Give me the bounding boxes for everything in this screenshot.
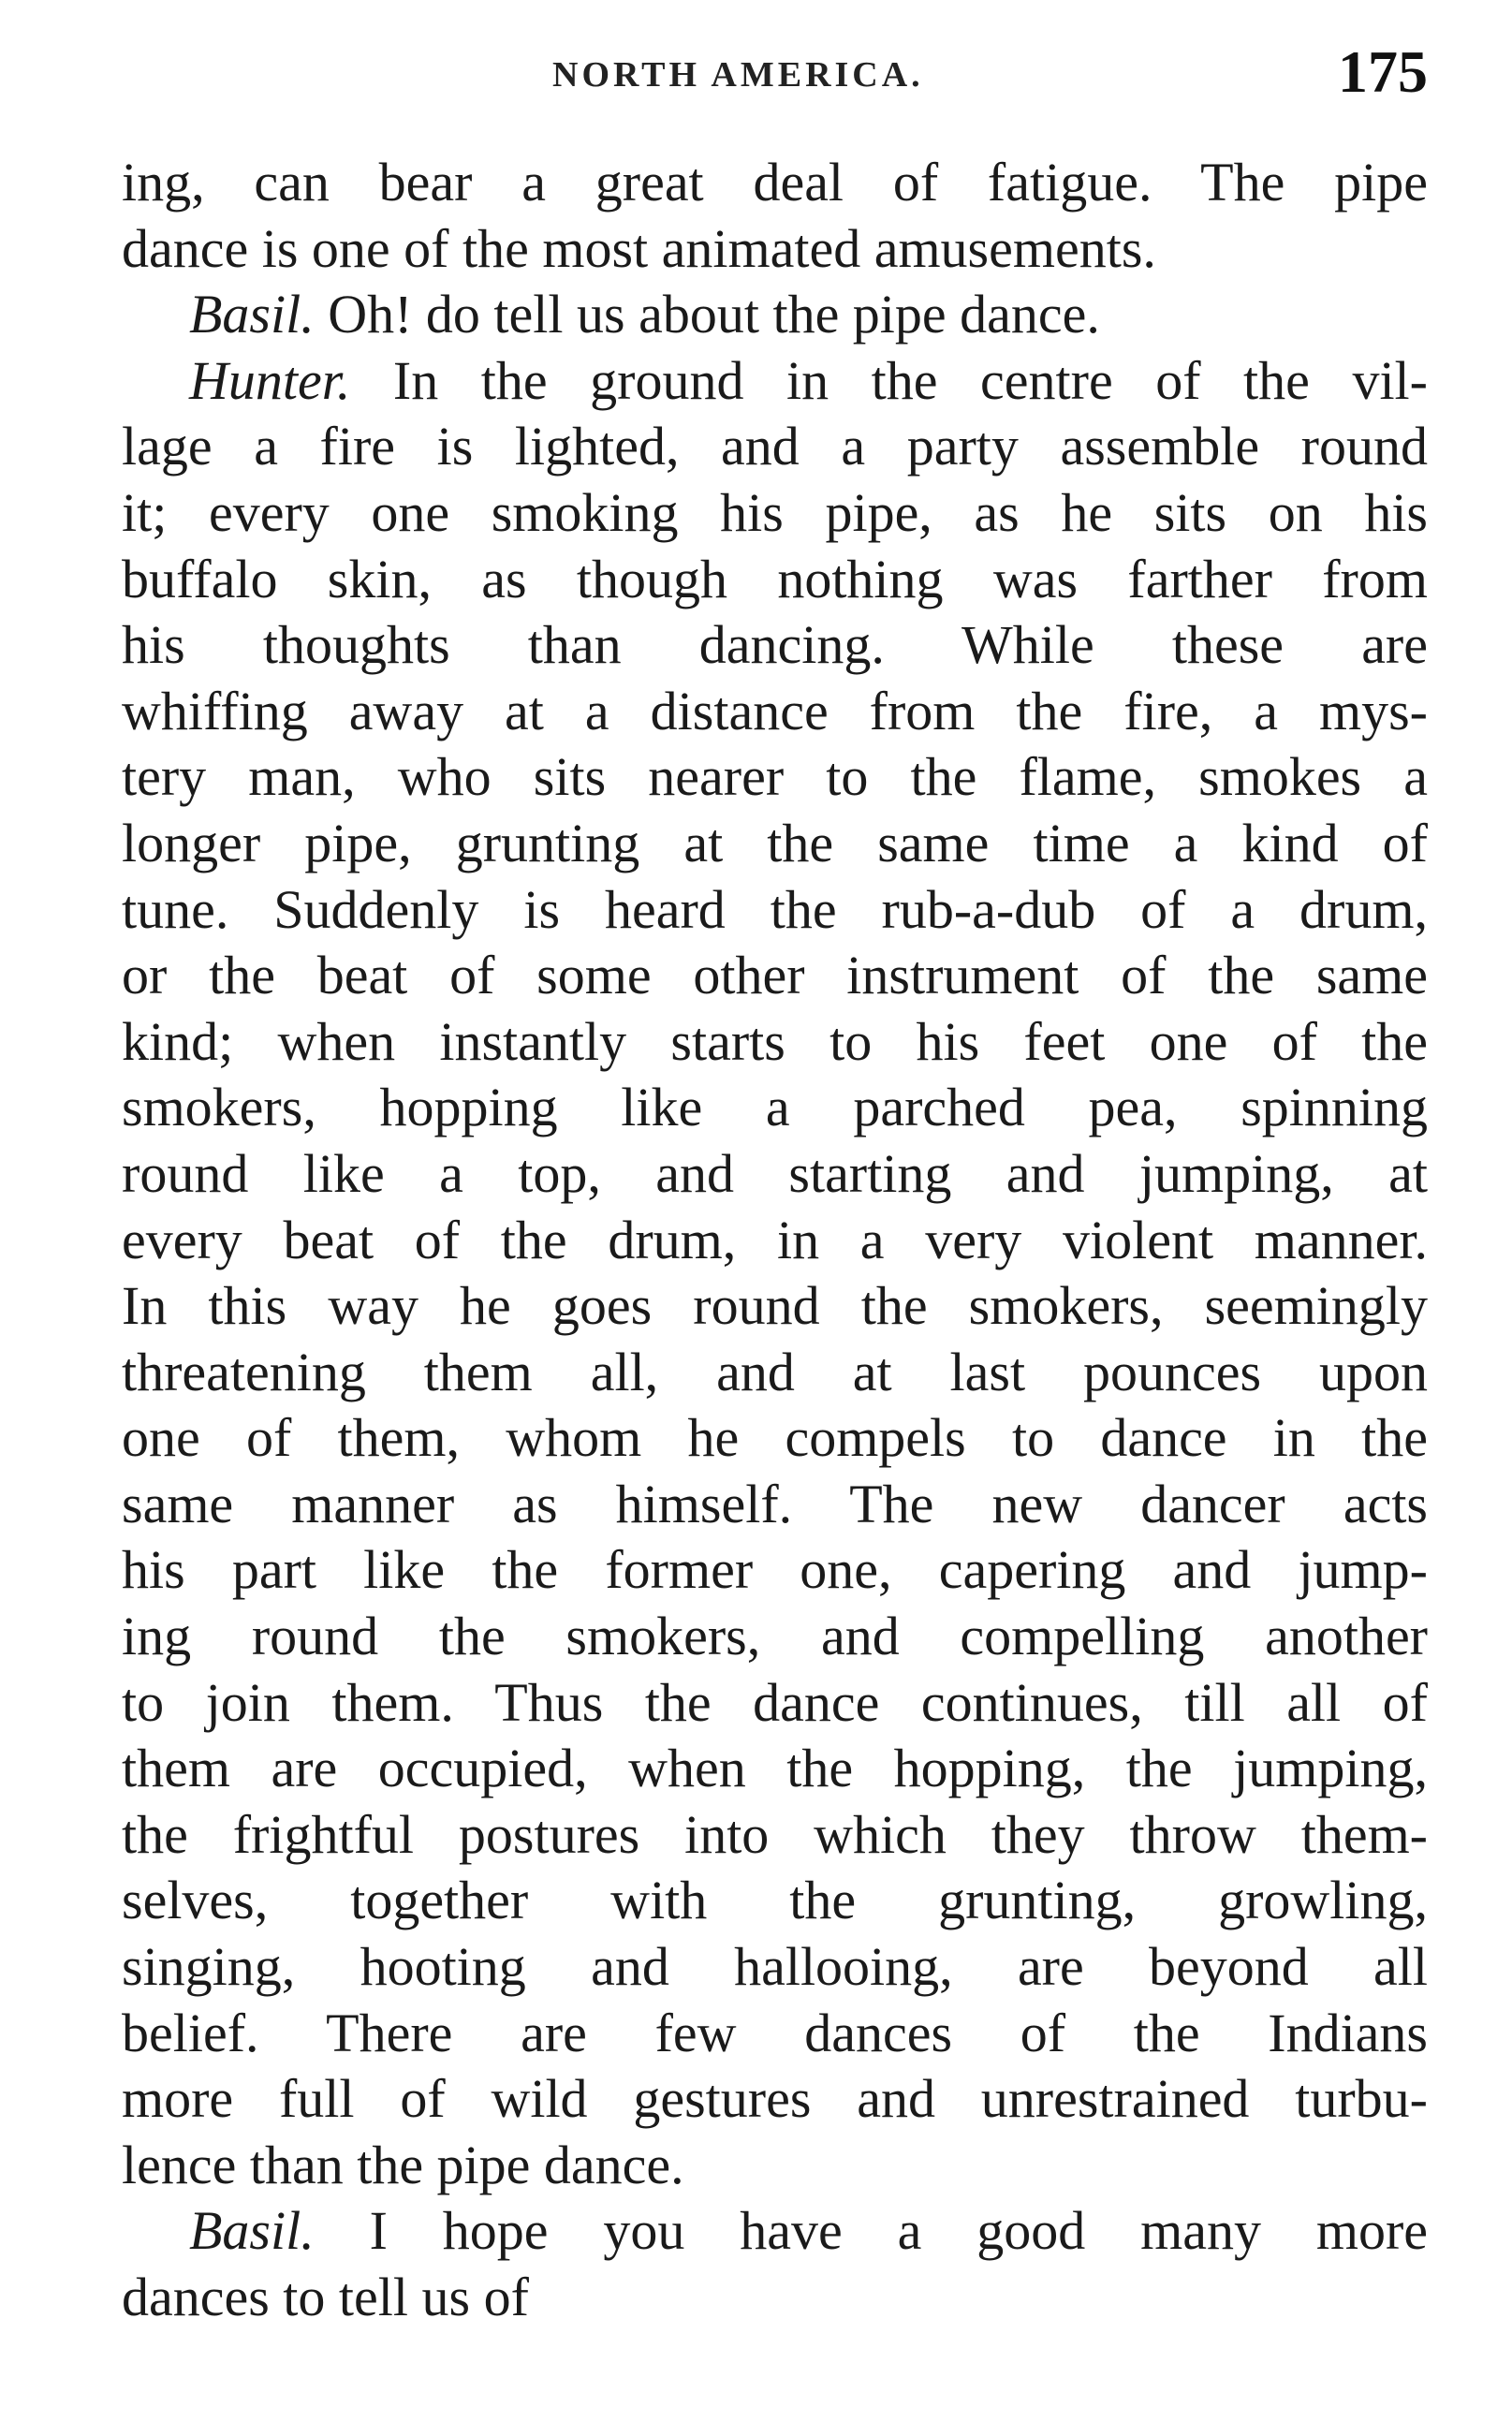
page-number: 175 [1338, 38, 1428, 105]
dialogue-line [122, 282, 1428, 348]
text-line: singing, hooting and hallooing, are beyond all [122, 1936, 1428, 1998]
text-line: tune. Suddenly is heard the rub-a-dub of a drum, [122, 878, 1428, 940]
text-line: longer pipe, grunting at the same time a kind of [122, 812, 1428, 873]
speaker-name: Hunter. [189, 349, 351, 411]
dialogue-text: Oh! do tell us about the pipe dance. [328, 284, 1100, 345]
text-line: lage a fire is lighted, and a party assemble round [122, 416, 1428, 477]
text-line: ing, can bear a great deal of fatigue. The pipe [122, 152, 1428, 213]
text-line: belief. There are few dances of the Indians [122, 2002, 1428, 2063]
text-line: more full of wild gestures and unrestrained turbu- [122, 2068, 1428, 2130]
text-line: his part like the former one, capering and jump- [122, 1539, 1428, 1601]
text-line: the frightful postures into which they throw them- [122, 1803, 1428, 1865]
text-line: dances to tell us of [122, 2267, 529, 2327]
running-title: NORTH AMERICA. [552, 55, 924, 95]
text-line: or the beat of some other instrument of the same [122, 945, 1428, 1006]
text-line: smokers, hopping like a parched pea, spinning [122, 1077, 1428, 1138]
text-line: one of them, whom he compels to dance in the [122, 1407, 1428, 1469]
text-line: same manner as himself. The new dancer acts [122, 1473, 1428, 1534]
body-text [122, 150, 1428, 2331]
text-line: his thoughts than dancing. While these are [122, 614, 1428, 676]
dialogue-line [122, 348, 1428, 415]
text-line: lence than the pipe dance. [122, 2134, 684, 2195]
text-line: selves, together with the grunting, growling, [122, 1870, 1428, 1931]
dialogue-text: In the ground in the centre of the vil- [392, 349, 1428, 411]
text-line: whiffing away at a distance from the fire, a mys- [122, 680, 1428, 741]
text-line: tery man, who sits nearer to the flame, smokes a [122, 746, 1428, 808]
text-line: it; every one smoking his pipe, as he sits on his [122, 481, 1428, 543]
speaker-name: Basil. [189, 2200, 315, 2262]
text-line: In this way he goes round the smokers, seemingly [122, 1275, 1428, 1337]
text-line: dance is one of the most animated amusements. [122, 217, 1156, 279]
text-line: them are occupied, when the hopping, the jumping, [122, 1738, 1428, 1799]
text-line: buffalo skin, as though nothing was farther from [122, 548, 1428, 609]
dialogue-line [122, 2198, 1428, 2265]
text-line: to join them. Thus the dance continues, till all of [122, 1671, 1428, 1733]
speaker-name: Basil. [189, 284, 315, 345]
text-line: threatening them all, and at last pounces upon [122, 1341, 1428, 1402]
text-line: every beat of the drum, in a very violent manner. [122, 1209, 1428, 1270]
text-line: kind; when instantly starts to his feet one of the [122, 1010, 1428, 1072]
text-line: round like a top, and starting and jumping, at [122, 1142, 1428, 1204]
running-head [122, 37, 1428, 112]
text-line: ing round the smokers, and compelling another [122, 1606, 1428, 1667]
dialogue-text: I hope you have a good many more [369, 2200, 1428, 2262]
